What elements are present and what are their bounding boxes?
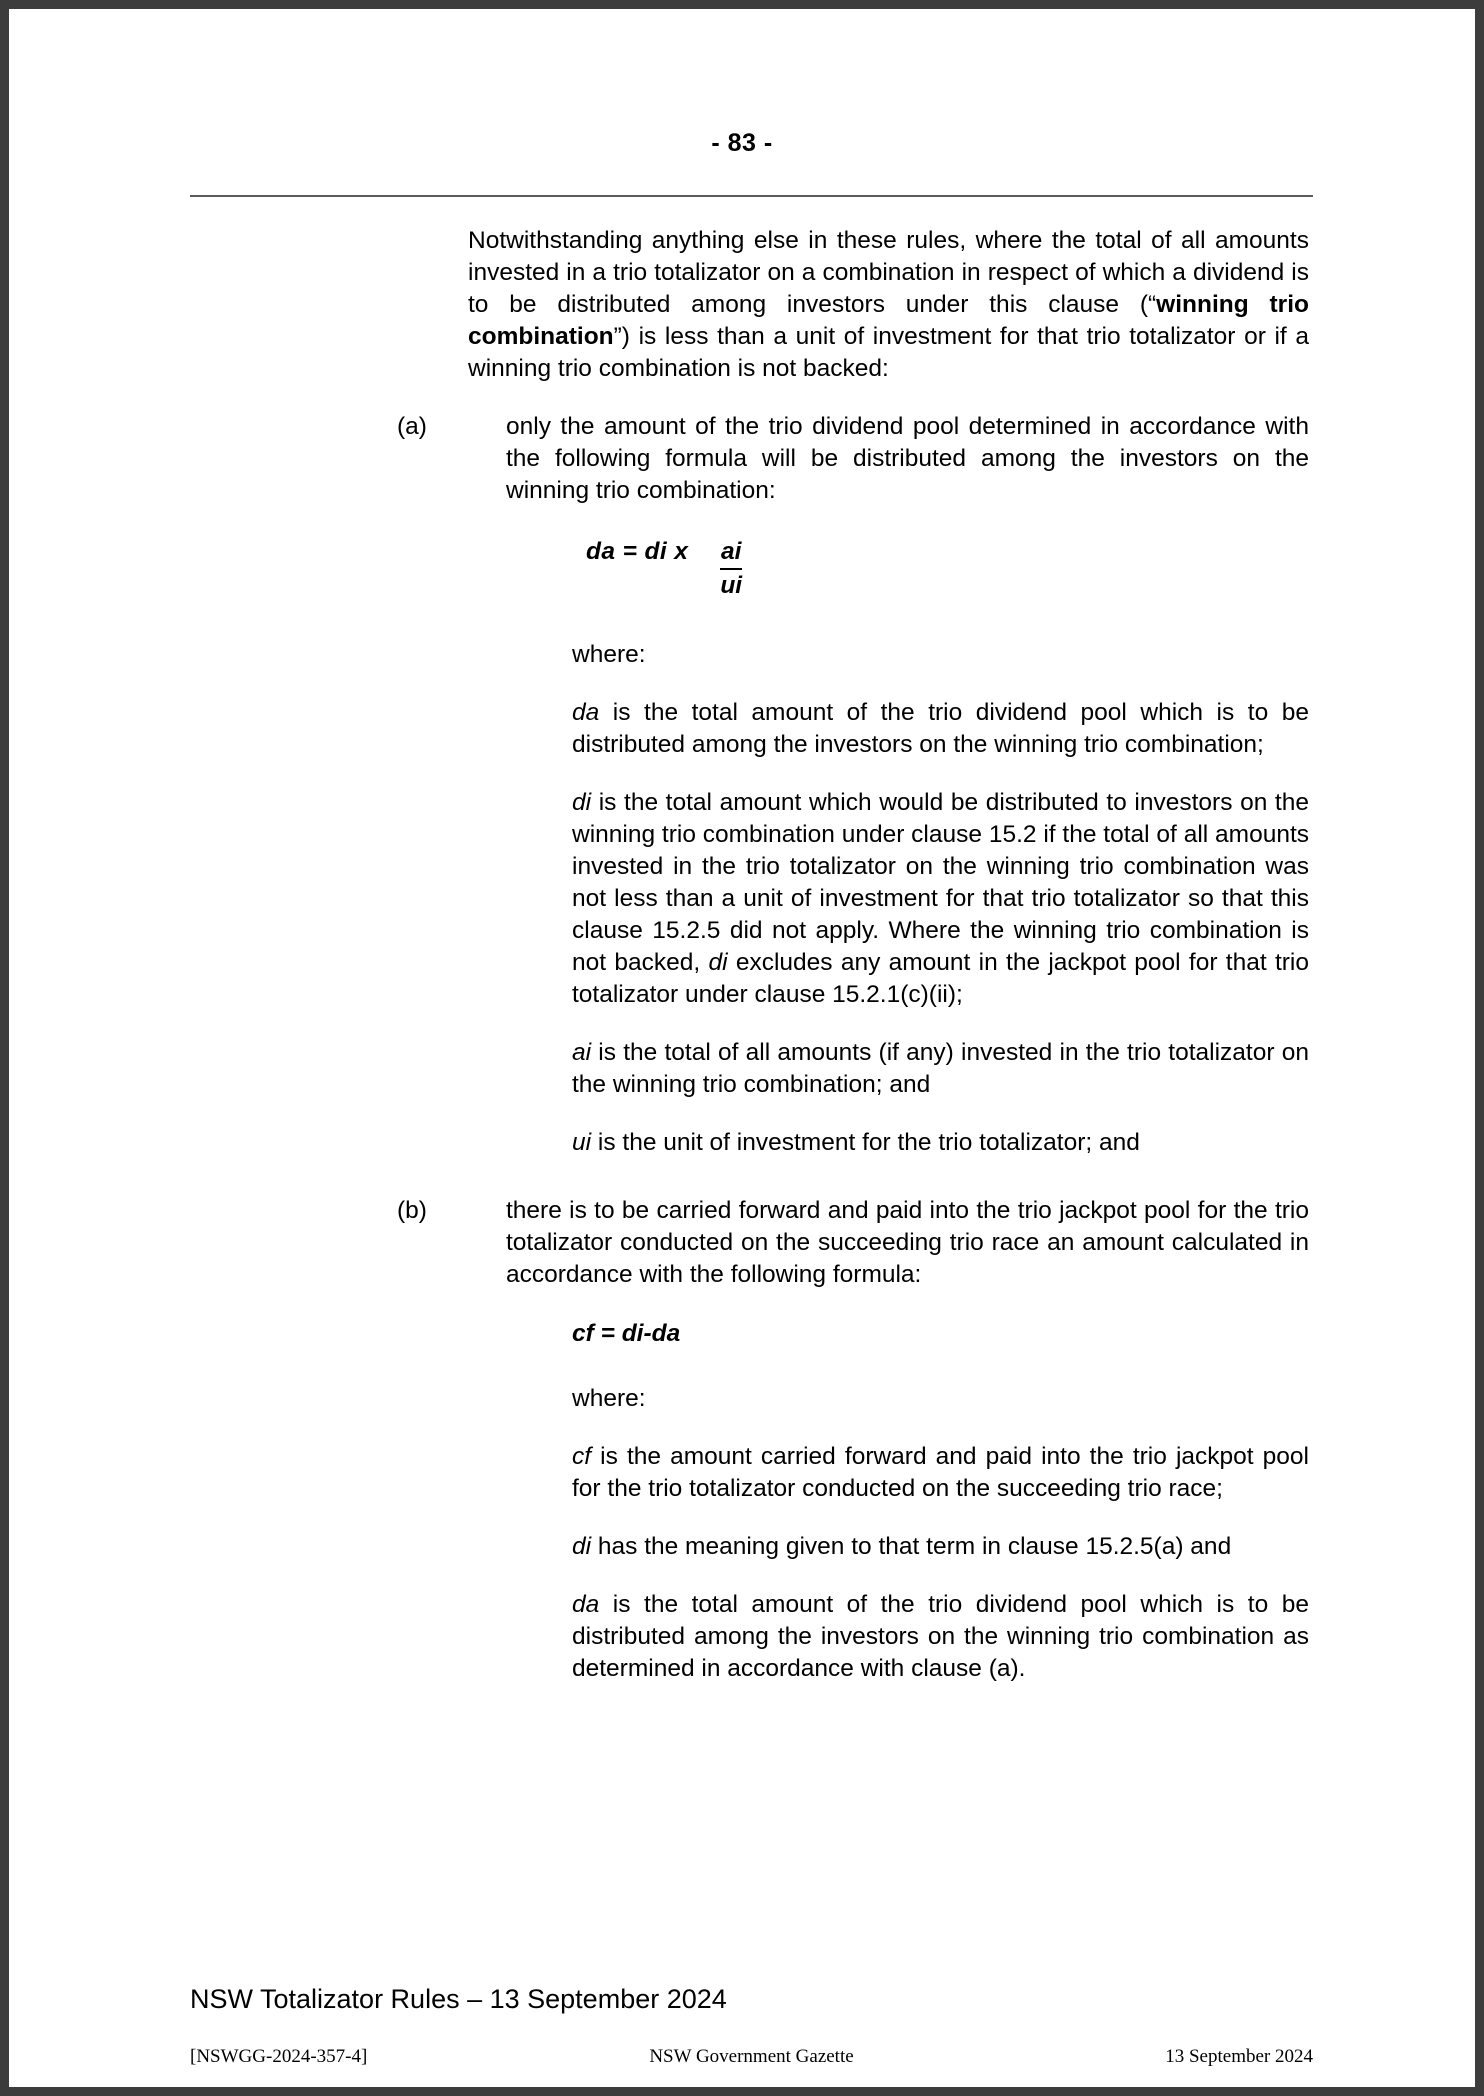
- definition-cf: [572, 1441, 1309, 1505]
- definition-cf-text: is the amount carried forward and paid into the trio jackpot pool for the trio totalizator conducted on the succeeding trio race;: [572, 1443, 1309, 1502]
- definition-di-b-term: di: [572, 1533, 592, 1560]
- formula-da-denominator: ui: [720, 572, 743, 599]
- gazette-footer: [190, 2046, 1313, 2070]
- header-divider: [190, 195, 1313, 197]
- formula-da-fraction: [720, 537, 742, 601]
- clause-a-label: (a): [397, 413, 427, 440]
- definition-di-text-before: is the total amount which would be distributed to investors on the winning trio combination under clause 15.2 if the total of all amounts invested in the trio totalizator on the winning trio combination was not less than a unit of investment for that trio totalizator so that this clause 15.2.5 did not apply. Where the winning trio combination is not backed,: [572, 789, 1309, 976]
- definition-ai: [572, 1037, 1309, 1101]
- clause-a: [397, 411, 1309, 507]
- document-body: [9, 225, 1475, 1711]
- definition-di-text-after: excludes any amount in the jackpot pool for that trio totalizator under clause 15.2.1(c)(ii);: [572, 949, 1309, 1008]
- definition-di: [572, 787, 1309, 1011]
- clause-a-text: only the amount of the trio dividend pool determined in accordance with the following formula will be distributed among the investors on the winning trio combination:: [506, 413, 1309, 504]
- definition-da-b-text: is the total amount of the trio dividend pool which is to be distributed among the investors on the winning trio combination as determined in accordance with clause (a).: [572, 1591, 1309, 1682]
- definition-di-b: [572, 1531, 1309, 1563]
- formula-da-numerator: ai: [720, 537, 742, 570]
- formula-cf: cf = di-da: [572, 1320, 681, 1347]
- definition-da-b-term: da: [572, 1591, 600, 1618]
- definition-ui: [572, 1127, 1309, 1159]
- intro-text-part1: Notwithstanding anything else in these rules, where the total of all amounts invested in a trio totalizator on a combination in respect of which a dividend is to be distributed among investors under this clause (“: [468, 227, 1309, 318]
- gazette-title: NSW Government Gazette: [649, 2046, 854, 2067]
- clause-b: [397, 1195, 1309, 1291]
- definition-di-b-text: has the meaning given to that term in clause 15.2.5(a) and: [591, 1533, 1232, 1560]
- definition-di-term: di: [572, 789, 592, 816]
- definition-ui-term: ui: [572, 1129, 592, 1156]
- winning-trio-combination-term: winning trio combination: [468, 291, 1309, 350]
- definition-da: [572, 697, 1309, 761]
- formula-da-lead: da = di x: [586, 538, 689, 565]
- definition-da-b: [572, 1589, 1309, 1685]
- document-page: [9, 9, 1475, 2087]
- definition-ui-text: is the unit of investment for the trio totalizator; and: [591, 1129, 1140, 1156]
- footer-document-title: NSW Totalizator Rules – 13 September 2024: [190, 1984, 727, 2014]
- clause-b-label: (b): [397, 1197, 427, 1224]
- formula-da: [572, 537, 1475, 601]
- definition-da-text: is the total amount of the trio dividend pool which is to be distributed among the investors on the winning trio combination;: [572, 699, 1309, 758]
- gazette-reference: [NSWGG-2024-357-4]: [190, 2046, 368, 2067]
- definition-da-term: da: [572, 699, 600, 726]
- definition-di-term-inline: di: [708, 949, 728, 976]
- page-number: - 83 -: [711, 129, 773, 157]
- definition-cf-term: cf: [572, 1443, 592, 1470]
- intro-text-part2: ”) is less than a unit of investment for that trio totalizator or if a winning trio combination is not backed:: [468, 323, 1309, 382]
- definition-ai-term: ai: [572, 1039, 592, 1066]
- clause-a-where-label: where:: [572, 641, 646, 668]
- clause-b-text: there is to be carried forward and paid into the trio jackpot pool for the trio totalizator conducted on the succeeding trio race an amount calculated in accordance with the following formula:: [506, 1197, 1309, 1288]
- definition-ai-text: is the total of all amounts (if any) invested in the trio totalizator on the winning trio combination; and: [572, 1039, 1309, 1098]
- gazette-date: 13 September 2024: [1165, 2046, 1313, 2067]
- intro-paragraph: [468, 225, 1309, 385]
- clause-b-where-label: where:: [572, 1385, 646, 1412]
